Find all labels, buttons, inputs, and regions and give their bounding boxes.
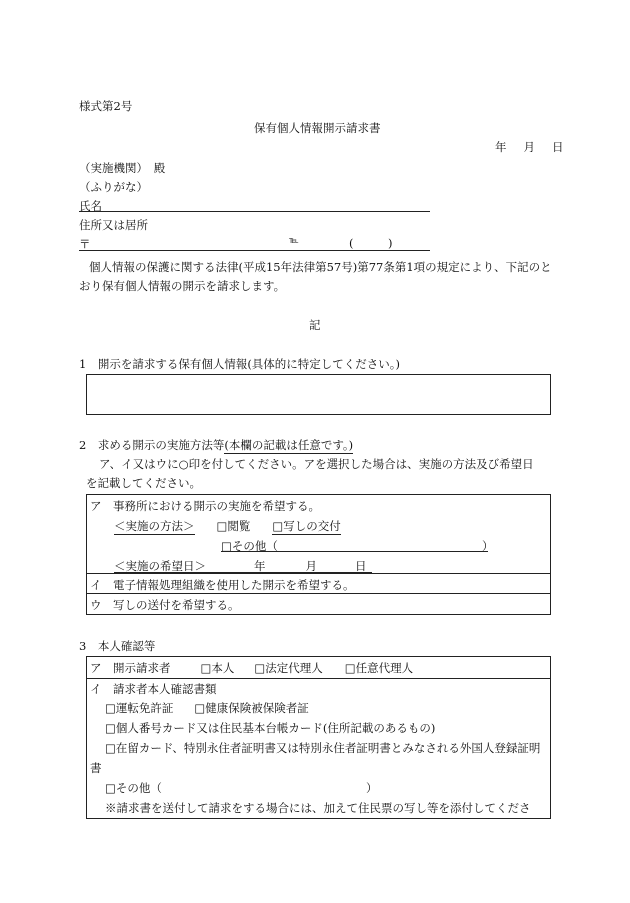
preferred-date-line[interactable] [114, 572, 372, 573]
checkbox-other-doc[interactable]: □その他（ [105, 781, 162, 795]
other-doc-close: ） [366, 781, 378, 795]
checkbox-legal-agent[interactable]: □法定代理人 [254, 661, 323, 675]
section1-heading: 1 開示を請求する保有個人情報(具体的に特定してください。) [79, 357, 401, 371]
method-row [114, 518, 341, 534]
date-month-label: 月 [523, 140, 535, 154]
residence-card-continued: 書 [90, 761, 102, 775]
document-title: 保有個人情報開示請求書 [254, 121, 381, 135]
section2-optional-note: (本欄の記載は任意です。) [224, 438, 354, 452]
date-year-label: 年 [495, 140, 507, 154]
section2-heading [79, 437, 353, 453]
requester-row [90, 660, 413, 676]
other-method-line[interactable] [221, 551, 488, 552]
checkbox-voluntary-agent[interactable]: □任意代理人 [344, 661, 414, 675]
row-divider [87, 593, 550, 594]
tel-paren-close: ) [388, 236, 393, 250]
checkbox-drivers-license[interactable]: □運転免許証 [105, 701, 174, 715]
checkbox-utsushi[interactable]: □写しの交付 [272, 519, 341, 533]
checkbox-other-method[interactable]: □その他（ [221, 539, 278, 553]
checkbox-residence-card[interactable]: □在留カード、特別永住者証明書又は特別永住者証明書とみなされる外国人登録証明 [105, 741, 541, 755]
option-a-label[interactable]: ア 事務所における開示の実施を希望する。 [90, 499, 320, 513]
postal-mark: 〒 [79, 237, 91, 251]
other-method-close: ） [482, 539, 494, 553]
preferred-year-label: 年 [254, 559, 266, 573]
section2-instruction-2: を記載してください。 [86, 476, 201, 490]
preferred-day-label: 日 [355, 559, 367, 573]
section3-heading: 3 本人確認等 [79, 639, 156, 653]
section2-heading-text: 2 求める開示の実施方法等 [79, 438, 225, 452]
intro-line-2: おり保有個人情報の開示を請求します。 [79, 279, 286, 293]
addressee: （実施機関） 殿 [79, 161, 166, 175]
mailing-note: ※請求書を送付して請求をする場合には、加えて住民票の写し等を添付してくださ [105, 801, 531, 815]
date-day-label: 日 [552, 140, 564, 154]
method-label: ＜実施の方法＞ [114, 519, 195, 533]
section1-input-box[interactable] [86, 374, 551, 415]
furigana-label: （ふりがな） [79, 180, 148, 194]
requester-label: ア 開示請求者 [90, 661, 171, 675]
doc-row-1 [105, 700, 309, 716]
row-divider [87, 678, 550, 679]
preferred-date-label: ＜実施の希望日＞ [114, 559, 206, 573]
address-label: 住所又は居所 [79, 218, 148, 232]
form-number: 様式第2号 [79, 99, 133, 113]
name-label: 氏名 [79, 199, 102, 213]
ki-mark: 記 [309, 318, 321, 332]
option-i-label[interactable]: イ 電子情報処理組織を使用した開示を希望する。 [90, 578, 355, 592]
section2-instruction-1: ア、イ又はウに○印を付してください。アを選択した場合は、実施の方法及び希望日 [99, 457, 534, 471]
checkbox-health-insurance[interactable]: □健康保険被保険者証 [194, 701, 309, 715]
preferred-month-label: 月 [305, 559, 317, 573]
id-documents-label: イ 請求者本人確認書類 [90, 682, 217, 696]
option-u-label[interactable]: ウ 写しの送付を希望する。 [90, 598, 240, 612]
checkbox-mynumber-card[interactable]: □個人番号カード又は住民基本台帳カード(住所記載のあるもの) [105, 721, 436, 735]
name-line[interactable] [79, 211, 430, 212]
intro-line-1: 個人情報の保護に関する法律(平成15年法律第57号)第77条第1項の規定により、下記のと [89, 260, 552, 274]
address-line[interactable] [79, 250, 430, 251]
tel-paren-open: ( [349, 236, 354, 250]
tel-label: ℡ [289, 236, 299, 246]
checkbox-self[interactable]: □本人 [200, 661, 235, 675]
checkbox-etsuran[interactable]: □閲覧 [216, 519, 251, 533]
date-line [495, 139, 564, 155]
